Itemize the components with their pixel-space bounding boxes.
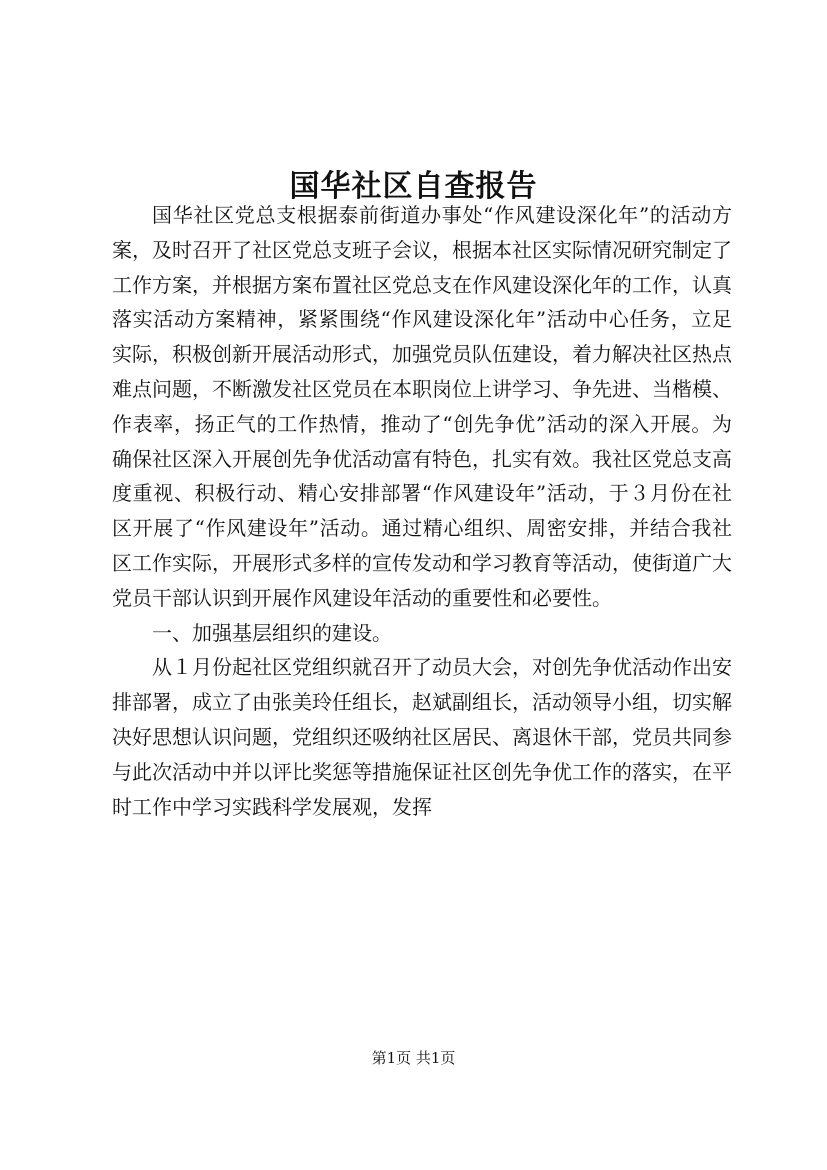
paragraph-section-1: 从１月份起社区党组织就召开了动员大会，对创先争优活动作出安排部署，成立了由张美玲任组长，赵斌副组长，活动领导小组，切实解决好思想认识问题，党组织还吸纳社区居民、离退休干部，党员共同参与此次活动中并以评比奖惩等措施保证社区创先争优工作的落实，在平时工作中学习实践科学发展观，发挥 bbox=[112, 655, 732, 819]
page-footer: 第1页 共1页 bbox=[371, 1049, 456, 1067]
document-body bbox=[112, 198, 732, 824]
document-title: 国华社区自查报告 bbox=[289, 169, 538, 205]
paragraph-intro: 国华社区党总支根据泰前街道办事处“作风建设深化年”的活动方案，及时召开了社区党总支班子会议，根据本社区实际情况研究制定了工作方案，并根据方案布置社区党总支在作风建设深化年的工作，认真落实活动方案精神，紧紧围绕“作风建设深化年”活动中心任务，立足实际，积极创新开展活动形式，加强党员队伍建设，着力解决社区热点难点问题，不断激发社区党员在本职岗位上讲学习、争先进、当楷模、作表率，扬正气的工作热情，推动了“创先争优”活动的深入开展。为确保社区深入开展创先争优活动富有特色，扎实有效。我社区党总支高度重视、积极行动、精心安排部署“作风建设年”活动，于３月份在社区开展了“作风建设年”活动。通过精心组织、周密安排，并结合我社区工作实际，开展形式多样的宣传发动和学习教育等活动，使街道广大党员干部认识到开展作风建设年活动的重要性和必要性。 bbox=[112, 203, 732, 610]
section-heading-1: 一、加强基层组织的建设。 bbox=[152, 620, 392, 645]
